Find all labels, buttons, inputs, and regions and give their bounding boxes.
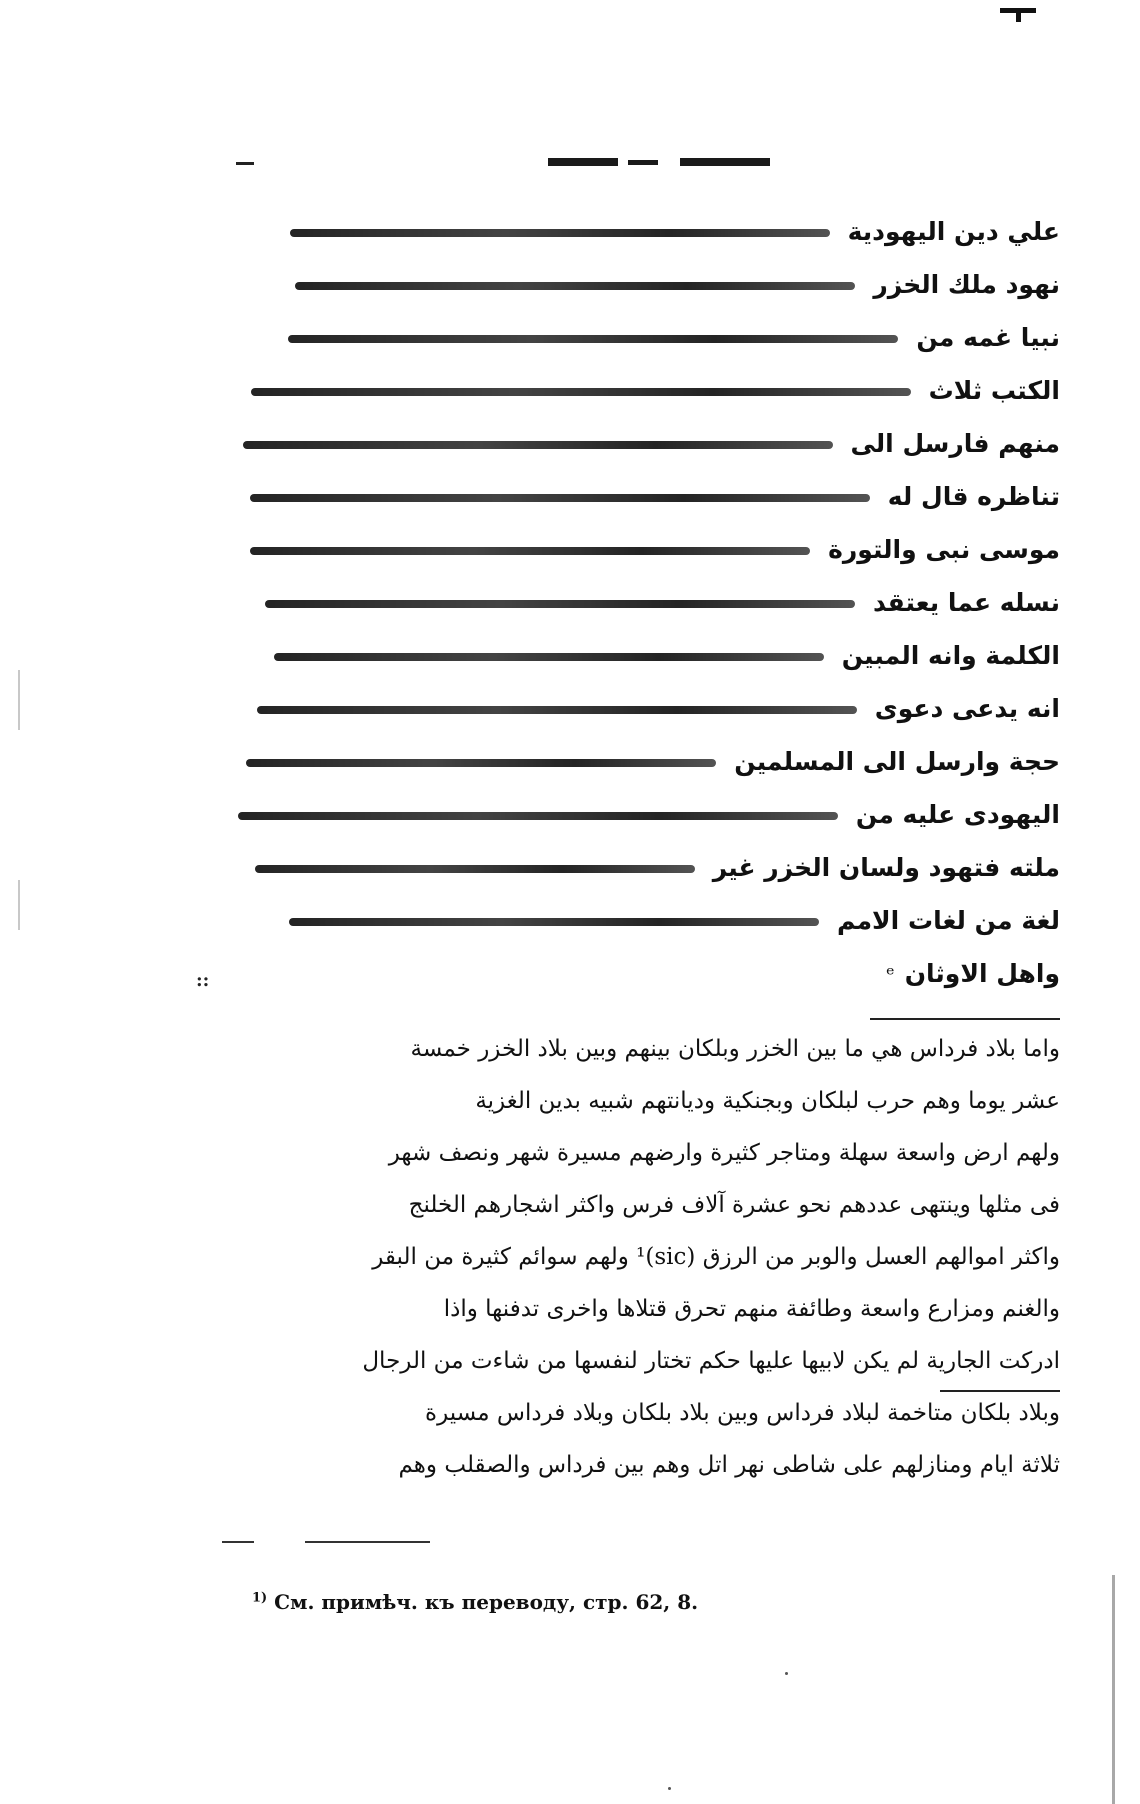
arabic-text-block-2	[215, 1022, 1060, 1490]
scan-edge-left	[18, 670, 20, 730]
scan-speck	[785, 1672, 788, 1675]
text-line: نبيا غمه من	[215, 311, 1060, 364]
header-title-mark-3	[680, 158, 770, 166]
text-line: ادركت الجارية لم يكن لابيها عليها حكم تختار لنفسها من شاءت من الرجال	[362, 1348, 1060, 1374]
scan-edge-right	[1112, 1575, 1115, 1804]
text-line: واما بلاد فرداس هي ما بين الخزر وبلكان بينهم وبين بلاد الخزر خمسة	[410, 1036, 1060, 1062]
section-divider-mid	[940, 1390, 1060, 1392]
header-dot	[236, 162, 254, 165]
text-line: عشر يوما وهم حرب لبلكان وبجنكية وديانتهم شبيه بدين الغزية	[475, 1088, 1060, 1114]
text-line: انه يدعى دعوى	[215, 682, 1060, 735]
text-line: وبلاد بلكان متاخمة لبلاد فرداس وبين بلاد بلكان وبلاد فرداس مسيرة	[425, 1400, 1060, 1426]
text-line: لغة من لغات الامم	[215, 894, 1060, 947]
header-title-mark-2	[628, 160, 658, 165]
text-line: فى مثلها وينتهى عددهم نحو عشرة آلاف فرس واكثر اشجارهم الخلنج	[408, 1192, 1060, 1218]
scan-speck	[668, 1787, 671, 1790]
margin-mark: ::	[196, 970, 210, 991]
arabic-text-block-1	[215, 205, 1060, 1000]
corner-mark	[1000, 2, 1040, 24]
text-line: ثلاثة ايام ومنازلهم على شاطى نهر اتل وهم بين فرداس والصقلب وهم	[398, 1452, 1060, 1478]
text-line: اليهودى عليه من	[215, 788, 1060, 841]
text-line: ولهم ارض واسعة سهلة ومتاجر كثيرة وارضهم مسيرة شهر ونصف شهر	[388, 1140, 1060, 1166]
footnote-rule	[222, 1541, 254, 1543]
footnote: $^{1)}$ См. примѣч. къ переводу, стр. 62, 8.	[252, 1590, 699, 1614]
scan-edge-left-2	[18, 880, 20, 930]
section-divider-top	[870, 1018, 1060, 1020]
header-title-mark	[548, 158, 618, 166]
text-line: علي دين اليهودية	[215, 205, 1060, 258]
text-line: الكتب ثلاث	[215, 364, 1060, 417]
footnote-rule-2	[305, 1541, 430, 1543]
text-line: حجة وارسل الى المسلمين	[215, 735, 1060, 788]
text-line: نسله عما يعتقد	[215, 576, 1060, 629]
text-line: منهم فارسل الى	[215, 417, 1060, 470]
text-line: واكثر اموالهم العسل والوبر من الرزق (sic)¹ ولهم سوائم كثيرة من البقر	[372, 1244, 1060, 1270]
text-line: ملته فتهود ولسان الخزر غير	[215, 841, 1060, 894]
text-line: الكلمة وانه المبين	[215, 629, 1060, 682]
text-line: تناظره قال له	[215, 470, 1060, 523]
text-line: نهود ملك الخزر	[215, 258, 1060, 311]
text-line: والغنم ومزارع واسعة وطائفة منهم تحرق قتلاها واخرى تدفنها واذا	[443, 1296, 1060, 1322]
text-line: موسى نبى والتورة	[215, 523, 1060, 576]
text-line: واهل الاوثانᵉ	[886, 959, 1060, 988]
